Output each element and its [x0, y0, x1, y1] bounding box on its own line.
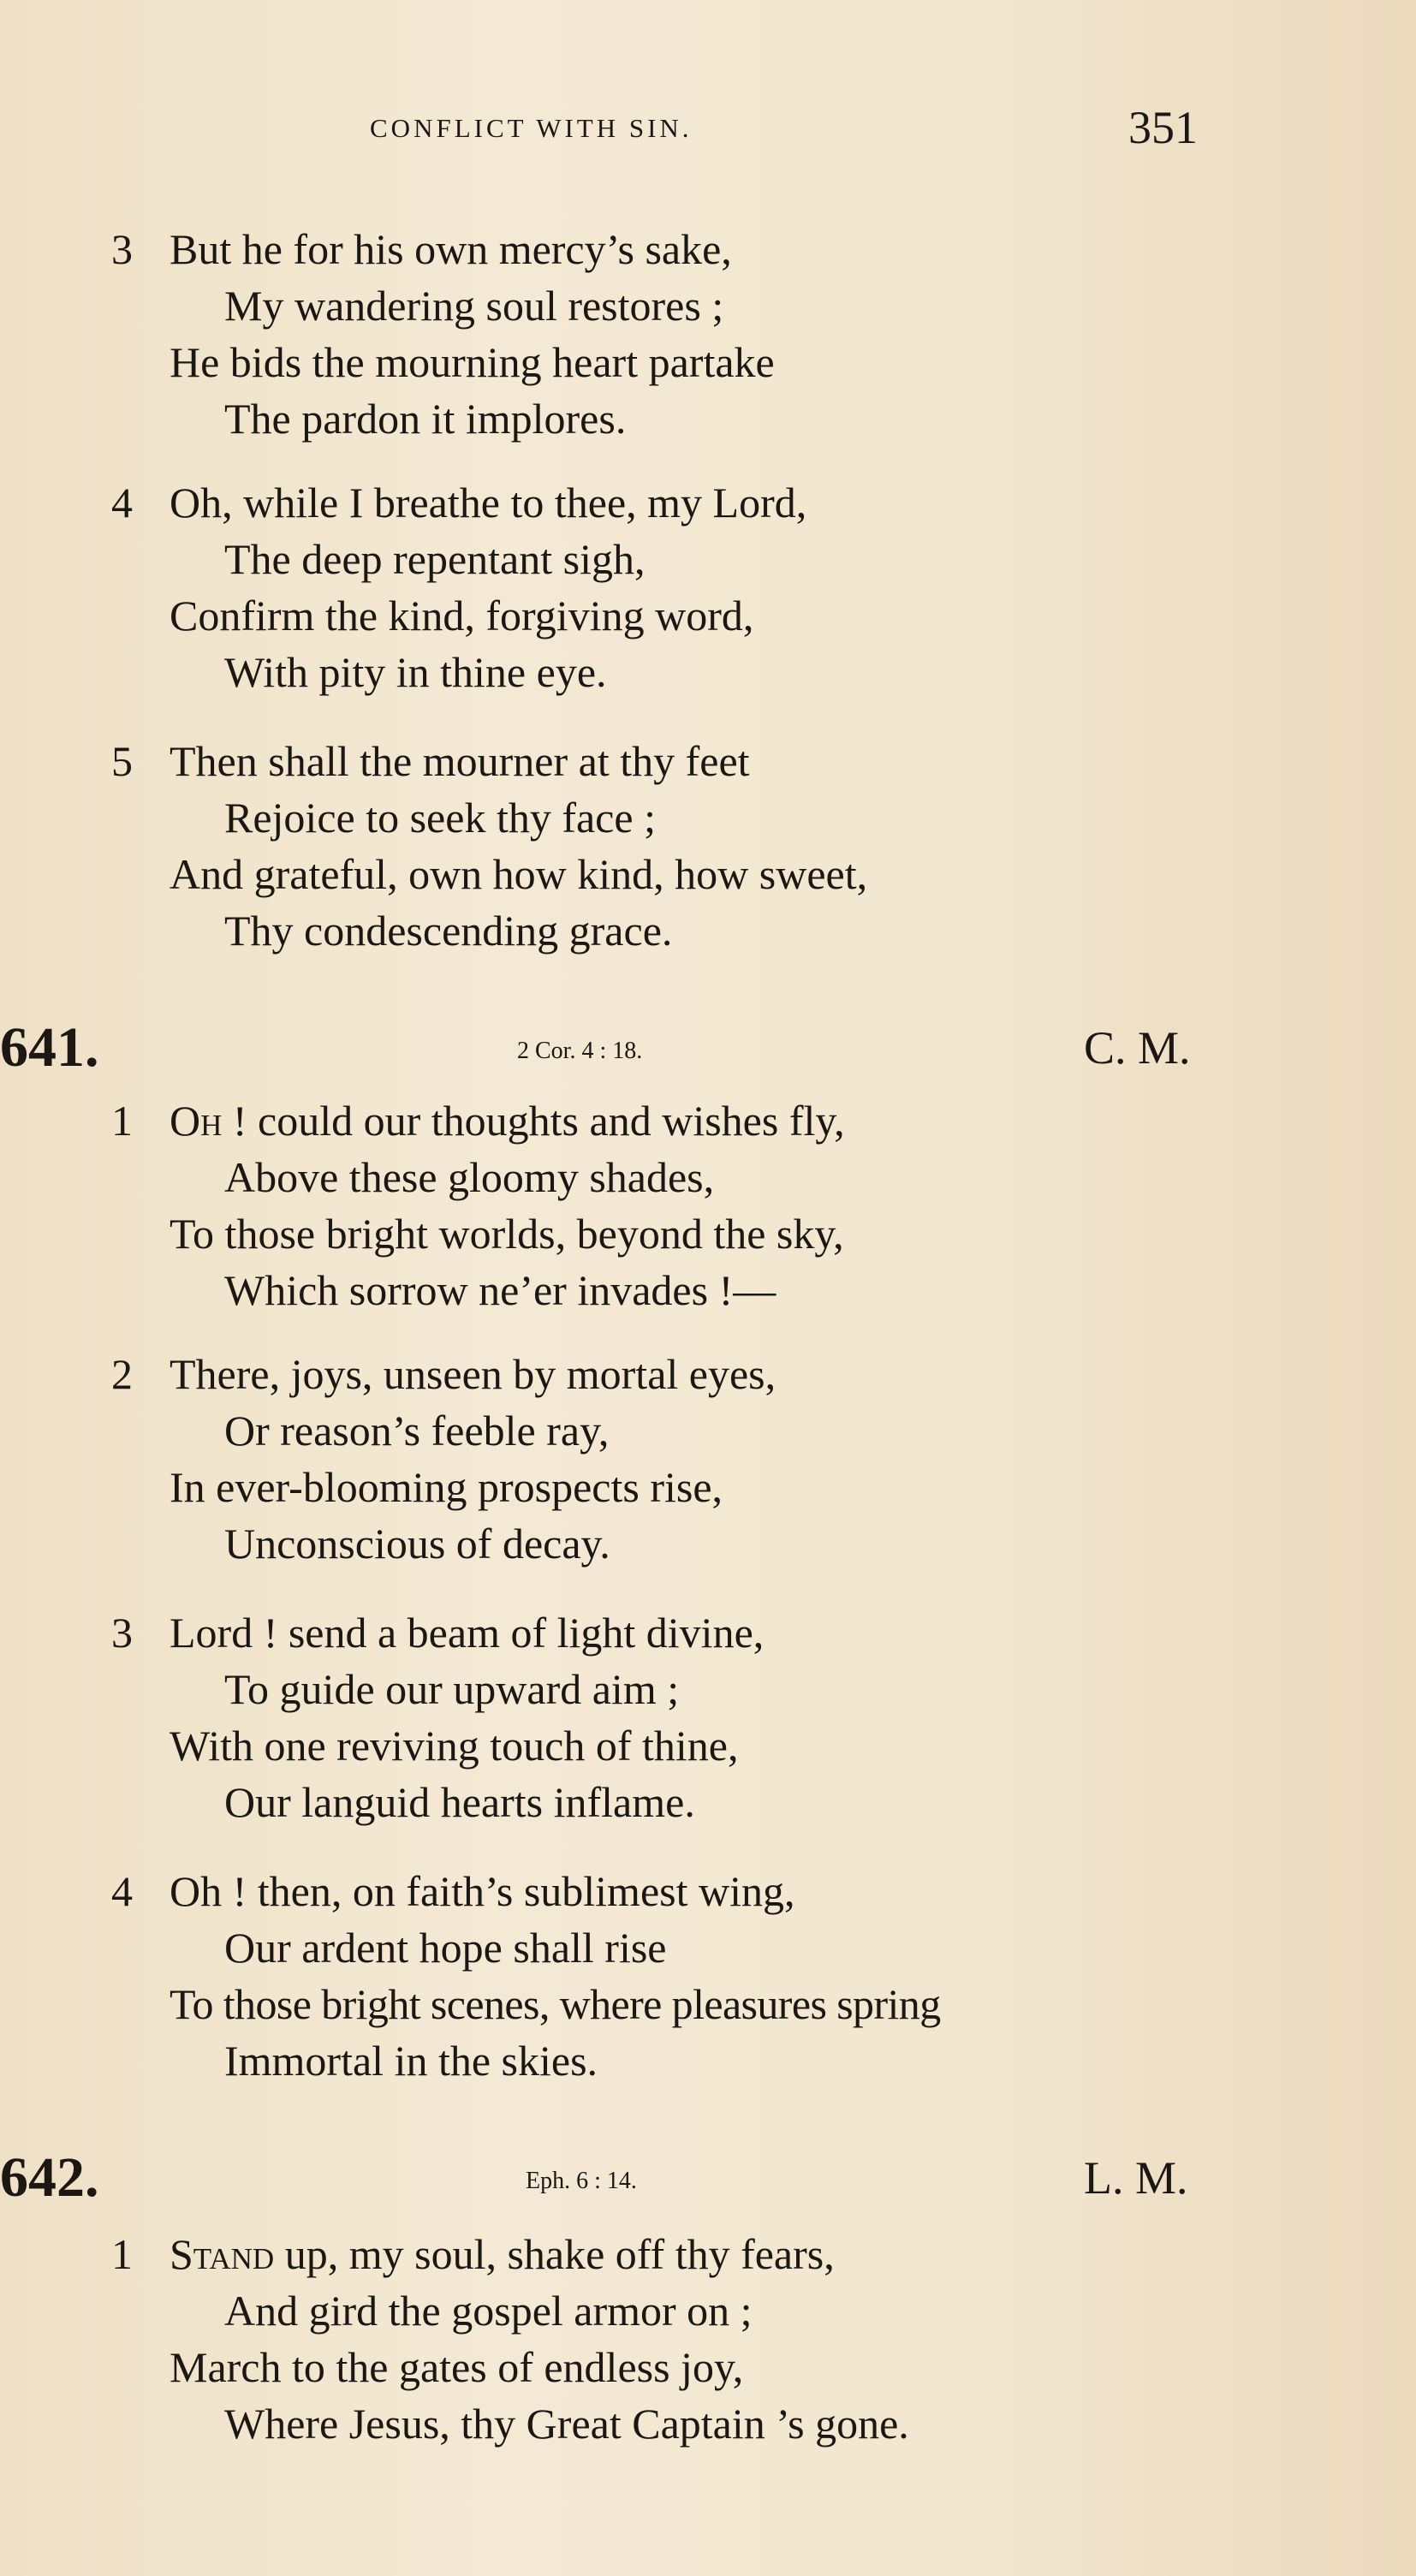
- hymn-642-heading: [0, 2144, 1416, 2212]
- stanza-line: [0, 1863, 1416, 1919]
- verse-line: Unconscious of decay.: [224, 1520, 610, 1568]
- hymn-642-stanza-1: [0, 2226, 1416, 2452]
- verse-line: The deep repentant sigh,: [224, 535, 646, 583]
- stanza-line: [0, 1774, 1416, 1830]
- verse-line: [170, 2226, 835, 2282]
- stanza-line: [0, 644, 1416, 700]
- verse-line: With one reviving touch of thine,: [170, 1722, 739, 1770]
- page-number: 351: [1128, 102, 1198, 153]
- verse-line: Which sorrow ne’er invades !—: [224, 1266, 776, 1314]
- stanza-number: 2: [111, 1350, 133, 1398]
- stanza-line: [0, 1919, 1416, 1976]
- verse-line: Or reason’s feeble ray,: [224, 1407, 610, 1455]
- stanza-line: [0, 1976, 1416, 2032]
- hymn-641-stanza-4: [0, 1863, 1416, 2089]
- verse-line: In ever-blooming prospects rise,: [170, 1463, 723, 1511]
- stanza-line: [0, 789, 1416, 846]
- first-word: Oh: [170, 1097, 223, 1145]
- running-title: CONFLICT WITH SIN.: [370, 113, 693, 143]
- verse-line: The pardon it implores.: [224, 395, 627, 443]
- scripture-reference: Eph. 6 : 14.: [526, 2168, 637, 2194]
- stanza-line: [0, 2032, 1416, 2089]
- stanza-line: [0, 1661, 1416, 1717]
- stanza-number: 1: [111, 1097, 133, 1145]
- verse-line: With pity in thine eye.: [224, 648, 607, 696]
- stanza-line: [0, 221, 1416, 277]
- verse-line: To guide our upward aim ;: [224, 1665, 680, 1713]
- stanza-line: [0, 474, 1416, 531]
- verse-line: March to the gates of endless joy,: [170, 2343, 744, 2391]
- stanza-number: 3: [111, 225, 133, 273]
- verse-line: But he for his own mercy’s sake,: [170, 225, 732, 273]
- stanza-line: [0, 1205, 1416, 1262]
- stanza-line: [0, 531, 1416, 587]
- verse-line: And grateful, own how kind, how sweet,: [170, 850, 868, 898]
- stanza-line: [0, 587, 1416, 644]
- verse-line: Above these gloomy shades,: [224, 1153, 715, 1201]
- verse-line-rest: up, my soul, shake off thy fears,: [284, 2230, 835, 2278]
- verse-line: Thy condescending grace.: [224, 907, 673, 955]
- verse-line: Our ardent hope shall rise: [224, 1924, 667, 1972]
- stanza-line: [0, 2282, 1416, 2339]
- stanza-number: 3: [111, 1609, 133, 1657]
- verse-line: To those bright worlds, beyond the sky,: [170, 1210, 844, 1258]
- stanza-line: [0, 390, 1416, 447]
- hymn-641-heading: [0, 1014, 1416, 1082]
- stanza-line: [0, 1515, 1416, 1572]
- verse-line: Immortal in the skies.: [224, 2037, 598, 2085]
- hymn-number: 642.: [0, 2146, 99, 2209]
- verse-line: To those bright scenes, where pleasures spring: [170, 1980, 941, 2028]
- stanza-line: [0, 2395, 1416, 2452]
- verse-line: Confirm the kind, forgiving word,: [170, 592, 754, 640]
- stanza-line: [0, 1092, 1416, 1149]
- stanza-line: [0, 1604, 1416, 1661]
- verse-line: He bids the mourning heart partake: [170, 338, 775, 386]
- verse-line: My wandering soul restores ;: [224, 282, 724, 330]
- hymn-number: 641.: [0, 1016, 99, 1079]
- stanza-number: 5: [111, 737, 133, 785]
- stanza-line: [0, 1346, 1416, 1402]
- scripture-reference: 2 Cor. 4 : 18.: [517, 1038, 643, 1064]
- hymn-641-stanza-3: [0, 1604, 1416, 1830]
- stanza-line: [0, 1717, 1416, 1774]
- stanza-line: [0, 1402, 1416, 1459]
- verse-line: Rejoice to seek thy face ;: [224, 794, 656, 842]
- verse-line: Then shall the mourner at thy feet: [170, 737, 750, 785]
- verse-line: Oh ! then, on faith’s sublimest wing,: [170, 1867, 795, 1915]
- verse-line: Oh, while I breathe to thee, my Lord,: [170, 479, 807, 527]
- stanza-line: [0, 1149, 1416, 1205]
- verse-line: Where Jesus, thy Great Captain ’s gone.: [224, 2400, 909, 2448]
- stanza-line: [0, 277, 1416, 334]
- stanza-number: 1: [111, 2230, 133, 2278]
- hymn-640-stanza-3: [0, 221, 1416, 447]
- stanza-line: [0, 2226, 1416, 2282]
- verse-line: [170, 1092, 845, 1149]
- page-header: [0, 101, 1416, 161]
- meter: C. M.: [1084, 1022, 1191, 1074]
- verse-line: And gird the gospel armor on ;: [224, 2287, 753, 2335]
- hymn-640-stanza-4: [0, 474, 1416, 700]
- meter: L. M.: [1084, 2152, 1188, 2204]
- hymn-641-stanza-1: [0, 1092, 1416, 1318]
- stanza-line: [0, 733, 1416, 789]
- stanza-number: 4: [111, 479, 133, 527]
- hymn-640-stanza-5: [0, 733, 1416, 959]
- stanza-line: [0, 846, 1416, 902]
- hymn-641-stanza-2: [0, 1346, 1416, 1572]
- stanza-line: [0, 1459, 1416, 1515]
- stanza-line: [0, 902, 1416, 959]
- verse-line: There, joys, unseen by mortal eyes,: [170, 1350, 776, 1398]
- stanza-line: [0, 334, 1416, 390]
- verse-line-rest: ! could our thoughts and wishes fly,: [232, 1097, 845, 1145]
- first-word: Stand: [170, 2230, 275, 2278]
- stanza-line: [0, 1262, 1416, 1318]
- stanza-number: 4: [111, 1867, 133, 1915]
- stanza-line: [0, 2339, 1416, 2395]
- verse-line: Our languid hearts inflame.: [224, 1778, 695, 1826]
- verse-line: Lord ! send a beam of light divine,: [170, 1609, 765, 1657]
